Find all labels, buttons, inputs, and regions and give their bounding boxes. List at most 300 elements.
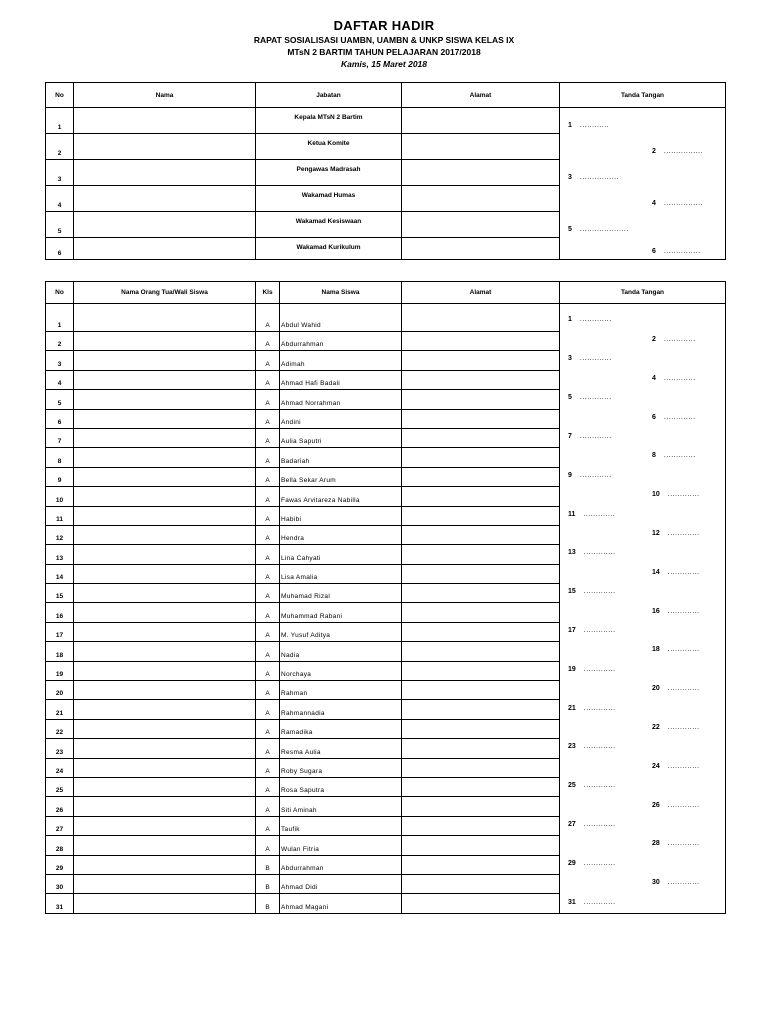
class-cell: A xyxy=(256,506,280,525)
signature-slot xyxy=(568,355,612,362)
row-number: 4 xyxy=(46,186,74,212)
class-cell: A xyxy=(256,816,280,835)
address-cell[interactable] xyxy=(402,642,560,661)
signature-slot xyxy=(652,802,700,809)
signature-line: ............. xyxy=(579,471,612,479)
address-cell[interactable] xyxy=(402,855,560,874)
row-number: 8 xyxy=(46,448,74,467)
row-number: 29 xyxy=(46,855,74,874)
parent-name-cell[interactable] xyxy=(74,467,256,486)
document-subtitle: RAPAT SOSIALISASI UAMBN, UAMBN & UNKP SISWA KELAS IX xyxy=(253,35,515,45)
parent-name-cell[interactable] xyxy=(74,622,256,641)
signature-number: 29 xyxy=(568,859,576,867)
parent-name-cell[interactable] xyxy=(74,545,256,564)
signature-slot xyxy=(568,122,609,129)
signature-slot xyxy=(652,569,700,576)
parent-name-cell[interactable] xyxy=(74,797,256,816)
signature-number: 22 xyxy=(652,724,660,731)
signature-number: 25 xyxy=(568,782,576,790)
address-cell[interactable] xyxy=(402,681,560,700)
parent-name-cell[interactable] xyxy=(74,855,256,874)
school-year-line: MTsN 2 BARTIM TAHUN PELAJARAN 2017/2018 xyxy=(287,47,481,57)
signature-slot xyxy=(652,530,700,537)
header-nama: Nama xyxy=(74,83,256,108)
student-name-cell: Norchaya xyxy=(280,661,402,680)
signature-line: ............. xyxy=(583,859,616,867)
address-cell[interactable] xyxy=(402,134,560,160)
name-cell[interactable] xyxy=(74,212,256,238)
student-name-cell: Taufik xyxy=(280,816,402,835)
parent-name-cell[interactable] xyxy=(74,584,256,603)
address-cell[interactable] xyxy=(402,487,560,506)
signature-line: ............. xyxy=(583,549,616,557)
parent-name-cell[interactable] xyxy=(74,700,256,719)
row-number: 3 xyxy=(46,351,74,370)
student-name-cell: Ramadika xyxy=(280,719,402,738)
row-number: 20 xyxy=(46,681,74,700)
class-cell: A xyxy=(256,564,280,583)
signature-number: 4 xyxy=(652,374,656,382)
address-cell[interactable] xyxy=(402,874,560,893)
row-number: 13 xyxy=(46,545,74,564)
class-cell: A xyxy=(256,351,280,370)
address-cell[interactable] xyxy=(402,390,560,409)
signature-line: ............. xyxy=(667,530,700,537)
signature-slot xyxy=(652,414,696,421)
signature-number: 10 xyxy=(652,491,660,499)
student-name-cell: Lina Cahyati xyxy=(280,545,402,564)
signature-number: 15 xyxy=(568,588,576,596)
signature-line: ............. xyxy=(583,704,616,712)
parent-name-cell[interactable] xyxy=(74,642,256,661)
signature-slot xyxy=(652,148,703,155)
signature-slot xyxy=(568,174,619,181)
parent-name-cell[interactable] xyxy=(74,719,256,738)
signature-line: .................... xyxy=(579,226,629,233)
address-cell[interactable] xyxy=(402,661,560,680)
position-cell: Wakamad Kesiswaan xyxy=(256,212,402,238)
name-cell[interactable] xyxy=(74,108,256,134)
class-cell: A xyxy=(256,370,280,389)
signature-line: ............. xyxy=(583,821,616,828)
address-cell[interactable] xyxy=(402,603,560,622)
parent-name-cell[interactable] xyxy=(74,894,256,913)
class-cell: A xyxy=(256,681,280,700)
student-name-cell: Muhammad Rabani xyxy=(280,603,402,622)
signature-line: ................ xyxy=(579,174,620,181)
address-cell[interactable] xyxy=(402,448,560,467)
class-cell: A xyxy=(256,797,280,816)
class-cell: A xyxy=(256,409,280,428)
address-cell[interactable] xyxy=(402,467,560,486)
row-number: 2 xyxy=(46,134,74,160)
signature-slot xyxy=(652,685,700,692)
class-cell: A xyxy=(256,603,280,622)
parent-name-cell[interactable] xyxy=(74,304,256,332)
signature-number: 2 xyxy=(652,148,656,155)
student-name-cell: Resma Aulia xyxy=(280,739,402,758)
signature-line: ............. xyxy=(667,646,700,654)
class-cell: B xyxy=(256,874,280,893)
row-number: 27 xyxy=(46,816,74,835)
signature-number: 20 xyxy=(652,685,660,693)
address-cell[interactable] xyxy=(402,700,560,719)
header-no: No xyxy=(46,282,74,304)
signature-slot xyxy=(568,511,615,518)
signature-slot xyxy=(568,316,612,323)
signature-number: 27 xyxy=(568,821,576,828)
signature-slot xyxy=(568,226,629,233)
class-cell: A xyxy=(256,545,280,564)
class-cell: A xyxy=(256,525,280,544)
class-cell: A xyxy=(256,584,280,603)
student-name-cell: M. Yusuf Aditya xyxy=(280,622,402,641)
signature-slot xyxy=(568,433,612,440)
position-cell: Ketua Komite xyxy=(256,134,402,160)
signature-number: 6 xyxy=(652,248,656,255)
signature-number: 9 xyxy=(568,471,572,479)
signature-line: ............. xyxy=(583,510,616,518)
parent-name-cell[interactable] xyxy=(74,836,256,855)
signature-number: 3 xyxy=(568,174,572,181)
header-jabatan: Jabatan xyxy=(256,83,402,108)
signature-line: ............. xyxy=(663,336,696,343)
address-cell[interactable] xyxy=(402,212,560,238)
class-cell: A xyxy=(256,739,280,758)
student-name-cell: Nadia xyxy=(280,642,402,661)
row-number: 15 xyxy=(46,584,74,603)
signature-slot xyxy=(652,200,703,207)
parent-name-cell[interactable] xyxy=(74,351,256,370)
signature-line: ............. xyxy=(667,491,700,499)
signature-slot xyxy=(568,666,616,673)
signature-number: 18 xyxy=(652,646,660,654)
name-cell[interactable] xyxy=(74,238,256,260)
student-name-cell: Rahmannadia xyxy=(280,700,402,719)
class-cell: B xyxy=(256,894,280,913)
student-name-cell: Siti Aminah xyxy=(280,797,402,816)
signature-number: 30 xyxy=(652,879,660,887)
row-number: 24 xyxy=(46,758,74,777)
parent-name-cell[interactable] xyxy=(74,661,256,680)
student-name-cell: Fawas Arvitareza Nabilla xyxy=(280,487,402,506)
signature-slot xyxy=(568,588,616,595)
header-alamat: Alamat xyxy=(402,83,560,108)
class-cell: A xyxy=(256,719,280,738)
signature-number: 21 xyxy=(568,704,576,712)
parent-name-cell[interactable] xyxy=(74,390,256,409)
row-number: 28 xyxy=(46,836,74,855)
row-number: 16 xyxy=(46,603,74,622)
parent-name-cell[interactable] xyxy=(74,681,256,700)
student-name-cell: Roby Sugara xyxy=(280,758,402,777)
row-number: 2 xyxy=(46,332,74,351)
row-number: 6 xyxy=(46,238,74,260)
address-cell[interactable] xyxy=(402,332,560,351)
address-cell[interactable] xyxy=(402,304,560,332)
signature-line: ............. xyxy=(663,452,696,460)
address-cell[interactable] xyxy=(402,564,560,583)
signature-number: 26 xyxy=(652,801,660,809)
row-number: 3 xyxy=(46,160,74,186)
signature-slot xyxy=(568,860,616,867)
row-number: 4 xyxy=(46,370,74,389)
header-alamat: Alamat xyxy=(402,282,560,304)
student-name-cell: Rahman xyxy=(280,681,402,700)
signature-number: 4 xyxy=(652,200,656,207)
parent-name-cell[interactable] xyxy=(74,874,256,893)
parent-name-cell[interactable] xyxy=(74,370,256,389)
signature-number: 31 xyxy=(568,898,576,906)
student-name-cell: Ahmad Didi xyxy=(280,874,402,893)
row-number: 9 xyxy=(46,467,74,486)
row-number: 11 xyxy=(46,506,74,525)
signature-number: 14 xyxy=(652,568,660,576)
row-number: 30 xyxy=(46,874,74,893)
signature-line: ............. xyxy=(667,801,700,809)
signature-line: ............. xyxy=(583,898,616,906)
signature-line: ............. xyxy=(663,413,696,421)
signature-line: ............. xyxy=(583,588,616,596)
class-cell: A xyxy=(256,777,280,796)
signature-number: 16 xyxy=(652,607,660,615)
signature-slot xyxy=(568,472,612,479)
address-cell[interactable] xyxy=(402,836,560,855)
parent-name-cell[interactable] xyxy=(74,525,256,544)
signature-slot xyxy=(568,782,616,789)
signature-number: 5 xyxy=(568,394,572,402)
officials-attendance-table xyxy=(45,82,726,260)
signature-slot xyxy=(568,627,616,634)
class-cell: A xyxy=(256,332,280,351)
signature-number: 5 xyxy=(568,226,572,233)
address-cell[interactable] xyxy=(402,370,560,389)
meeting-date: Kamis, 15 Maret 2018 xyxy=(341,59,427,69)
signature-number: 12 xyxy=(652,530,660,537)
row-number: 5 xyxy=(46,212,74,238)
address-cell[interactable] xyxy=(402,506,560,525)
row-number: 5 xyxy=(46,390,74,409)
signature-slot xyxy=(652,375,696,382)
parent-name-cell[interactable] xyxy=(74,332,256,351)
table-row xyxy=(46,304,726,332)
row-number: 17 xyxy=(46,622,74,641)
signature-number: 1 xyxy=(568,316,572,323)
class-cell: A xyxy=(256,467,280,486)
class-cell: A xyxy=(256,836,280,855)
position-cell: Wakamad Kurikulum xyxy=(256,238,402,260)
signature-slot xyxy=(568,899,616,906)
student-name-cell: Ahmad Norrahman xyxy=(280,390,402,409)
address-cell[interactable] xyxy=(402,428,560,447)
student-name-cell: Adimah xyxy=(280,351,402,370)
signature-cell[interactable] xyxy=(560,108,726,260)
signature-line: ................ xyxy=(663,200,704,207)
class-cell: A xyxy=(256,661,280,680)
student-name-cell: Muhamad Rizal xyxy=(280,584,402,603)
signature-line: ............. xyxy=(583,665,616,673)
header-tanda-tangan: Tanda Tangan xyxy=(560,282,726,304)
signature-line: ................ xyxy=(663,148,704,155)
header-nama-siswa: Nama Siswa xyxy=(280,282,402,304)
student-name-cell: Aulia Saputri xyxy=(280,428,402,447)
signature-slot xyxy=(652,336,696,343)
row-number: 21 xyxy=(46,700,74,719)
address-cell[interactable] xyxy=(402,719,560,738)
signature-line: ............. xyxy=(579,316,612,323)
address-cell[interactable] xyxy=(402,160,560,186)
address-cell[interactable] xyxy=(402,584,560,603)
student-name-cell: Abdul Wahid xyxy=(280,304,402,332)
address-cell[interactable] xyxy=(402,409,560,428)
parent-name-cell[interactable] xyxy=(74,448,256,467)
address-cell[interactable] xyxy=(402,186,560,212)
header-nama-orang-tua: Nama Orang Tua/Wali Siswa xyxy=(74,282,256,304)
signature-slot xyxy=(568,549,616,556)
address-cell[interactable] xyxy=(402,739,560,758)
address-cell[interactable] xyxy=(402,622,560,641)
parent-name-cell[interactable] xyxy=(74,603,256,622)
class-cell: A xyxy=(256,758,280,777)
parent-name-cell[interactable] xyxy=(74,428,256,447)
address-cell[interactable] xyxy=(402,816,560,835)
address-cell[interactable] xyxy=(402,758,560,777)
address-cell[interactable] xyxy=(402,108,560,134)
signature-number: 28 xyxy=(652,840,660,848)
signature-number: 7 xyxy=(568,433,572,440)
signature-number: 3 xyxy=(568,355,572,363)
address-cell[interactable] xyxy=(402,777,560,796)
signature-number: 8 xyxy=(652,452,656,460)
signature-number: 13 xyxy=(568,549,576,557)
row-number: 19 xyxy=(46,661,74,680)
signature-cell[interactable] xyxy=(560,304,726,914)
signature-line: ............. xyxy=(583,743,616,751)
student-name-cell: Ahmad Magani xyxy=(280,894,402,913)
signature-slot xyxy=(568,705,616,712)
row-number: 1 xyxy=(46,108,74,134)
signature-line: ............. xyxy=(579,433,612,440)
signature-number: 23 xyxy=(568,743,576,751)
class-cell: A xyxy=(256,304,280,332)
parent-name-cell[interactable] xyxy=(74,506,256,525)
parent-name-cell[interactable] xyxy=(74,777,256,796)
signature-number: 17 xyxy=(568,627,576,634)
signature-slot xyxy=(652,608,700,615)
signature-line: ............ xyxy=(579,122,610,129)
signature-line: ............. xyxy=(667,879,700,887)
student-name-cell: Abdurrahman xyxy=(280,332,402,351)
address-cell[interactable] xyxy=(402,545,560,564)
student-name-cell: Andini xyxy=(280,409,402,428)
parent-name-cell[interactable] xyxy=(74,739,256,758)
signature-slot xyxy=(568,394,612,401)
signature-line: ............. xyxy=(583,782,616,790)
parent-name-cell[interactable] xyxy=(74,564,256,583)
signature-slot xyxy=(652,879,700,886)
signature-line: ............. xyxy=(579,394,612,402)
signature-number: 11 xyxy=(568,510,576,518)
class-cell: B xyxy=(256,855,280,874)
document-title: DAFTAR HADIR xyxy=(333,18,435,33)
signature-slot xyxy=(652,248,701,255)
parent-name-cell[interactable] xyxy=(74,409,256,428)
class-cell: A xyxy=(256,622,280,641)
name-cell[interactable] xyxy=(74,134,256,160)
signature-line: ............. xyxy=(583,627,616,634)
signature-number: 1 xyxy=(568,122,572,129)
header-no: No xyxy=(46,83,74,108)
signature-line: ............. xyxy=(667,685,700,693)
class-cell: A xyxy=(256,390,280,409)
parent-name-cell[interactable] xyxy=(74,758,256,777)
student-name-cell: Habibi xyxy=(280,506,402,525)
class-cell: A xyxy=(256,428,280,447)
row-number: 10 xyxy=(46,487,74,506)
row-number: 12 xyxy=(46,525,74,544)
name-cell[interactable] xyxy=(74,160,256,186)
position-cell: Pengawas Madrasah xyxy=(256,160,402,186)
row-number: 14 xyxy=(46,564,74,583)
student-name-cell: Bella Sekar Arum xyxy=(280,467,402,486)
class-cell: A xyxy=(256,487,280,506)
row-number: 25 xyxy=(46,777,74,796)
header-kls: Kls xyxy=(256,282,280,304)
address-cell[interactable] xyxy=(402,797,560,816)
signature-line: ............. xyxy=(667,568,700,576)
table-header-row xyxy=(46,282,726,304)
parent-name-cell[interactable] xyxy=(74,816,256,835)
signature-slot xyxy=(652,763,700,770)
address-cell[interactable] xyxy=(402,351,560,370)
parent-name-cell[interactable] xyxy=(74,487,256,506)
signature-slot xyxy=(652,452,696,459)
address-cell[interactable] xyxy=(402,894,560,913)
row-number: 7 xyxy=(46,428,74,447)
signature-slot xyxy=(652,646,700,653)
signature-line: ............. xyxy=(663,374,696,382)
signature-slot xyxy=(652,724,700,731)
signature-line: ............. xyxy=(667,762,700,770)
header-tanda-tangan: Tanda Tangan xyxy=(560,83,726,108)
signature-line: ............... xyxy=(663,248,701,255)
row-number: 31 xyxy=(46,894,74,913)
name-cell[interactable] xyxy=(74,186,256,212)
position-cell: Kepala MTsN 2 Bartim xyxy=(256,108,402,134)
student-name-cell: Rosa Saputra xyxy=(280,777,402,796)
signature-number: 24 xyxy=(652,762,660,770)
row-number: 6 xyxy=(46,409,74,428)
position-cell: Wakamad Humas xyxy=(256,186,402,212)
signature-slot xyxy=(652,840,700,847)
student-name-cell: Wulan Fitria xyxy=(280,836,402,855)
student-name-cell: Lisa Amalia xyxy=(280,564,402,583)
table-row xyxy=(46,108,726,134)
signature-number: 6 xyxy=(652,413,656,421)
address-cell[interactable] xyxy=(402,525,560,544)
parents-attendance-table xyxy=(45,281,726,914)
signature-slot xyxy=(652,491,700,498)
signature-slot xyxy=(568,821,616,828)
address-cell[interactable] xyxy=(402,238,560,260)
row-number: 26 xyxy=(46,797,74,816)
student-name-cell: Badariah xyxy=(280,448,402,467)
row-number: 18 xyxy=(46,642,74,661)
signature-line: ............. xyxy=(667,607,700,615)
student-name-cell: Abdurrahman xyxy=(280,855,402,874)
signature-line: ............. xyxy=(667,840,700,848)
class-cell: A xyxy=(256,642,280,661)
